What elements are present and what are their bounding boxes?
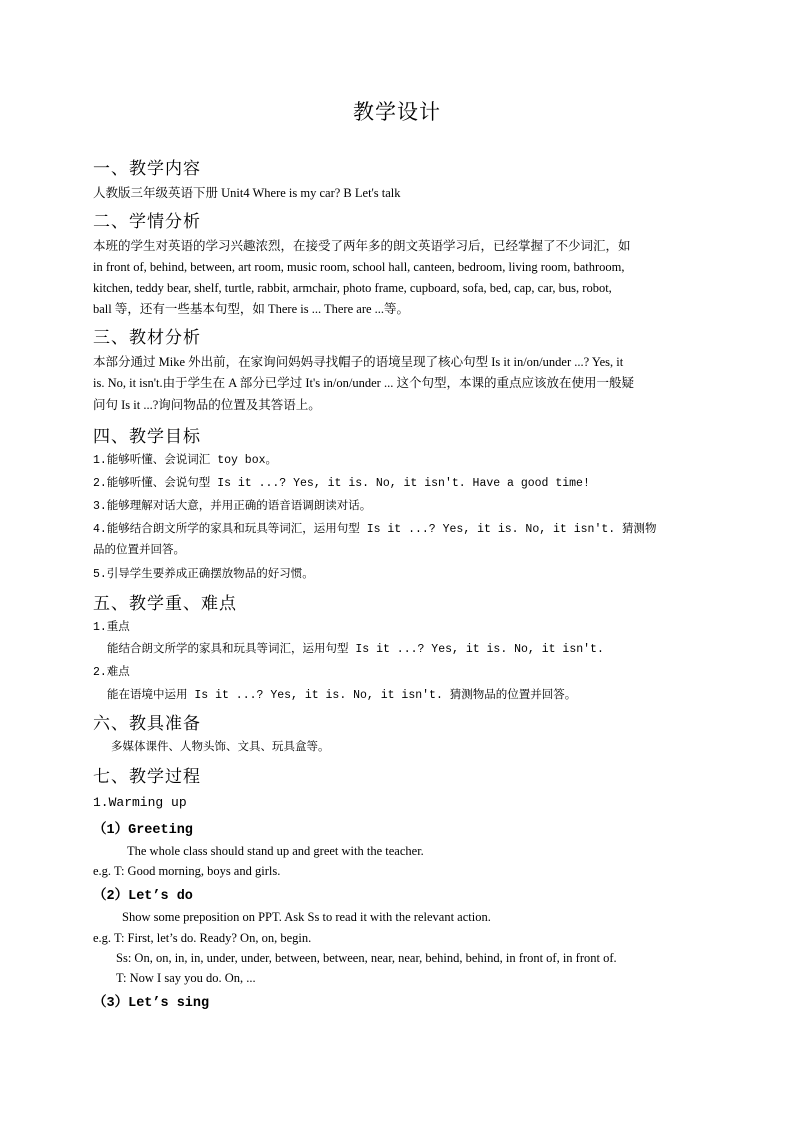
paragraph-line: 多媒体课件、人物头饰、文具、玩具盒等。 bbox=[111, 741, 330, 754]
page-title: 教学设计 bbox=[353, 100, 441, 124]
paragraph-line: e.g. T: Good morning, boys and girls. bbox=[93, 864, 281, 878]
objective-item: 5.引导学生要养成正确摆放物品的好习惯。 bbox=[93, 568, 314, 581]
objective-item: 品的位置并回答。 bbox=[93, 544, 185, 557]
paragraph-line: e.g. T: First, let’s do. Ready? On, on, begin. bbox=[93, 931, 312, 945]
section-heading-objectives: 四、教学目标 bbox=[93, 427, 201, 447]
paragraph-line: 问句 Is it ...?询问物品的位置及其答语上。 bbox=[93, 398, 321, 412]
paragraph-line: kitchen, teddy bear, shelf, turtle, rabbit, armchair, photo frame, cupboard, sofa, bed, cap, car, bus, robot, bbox=[93, 281, 612, 295]
section-heading-material-analysis: 三、教材分析 bbox=[93, 328, 201, 348]
section-heading-content: 一、教学内容 bbox=[93, 159, 201, 179]
difficulty-text: 能在语境中运用 Is it ...? Yes, it is. No, it isn't. 猜测物品的位置并回答。 bbox=[107, 689, 577, 702]
section-heading-teaching-aids: 六、教具准备 bbox=[93, 714, 201, 734]
paragraph-line: 本部分通过 Mike 外出前，在家询问妈妈寻找帽子的语境呈现了核心句型 Is it in/on/under ...? Yes, it bbox=[93, 355, 624, 369]
objective-item: 1.能够听懂、会说词汇 toy box。 bbox=[93, 454, 278, 467]
key-point-text: 能结合朗文所学的家具和玩具等词汇，运用句型 Is it ...? Yes, it is. No, it isn't. bbox=[107, 643, 604, 656]
objective-item: 4.能够结合朗文所学的家具和玩具等词汇，运用句型 Is it ...? Yes, it is. No, it isn't. 猜测物 bbox=[93, 523, 657, 536]
sub-heading: （3）Let’s sing bbox=[93, 996, 210, 1011]
paragraph-line: in front of, behind, between, art room, music room, school hall, canteen, bedroom, living room, bathroom, bbox=[93, 260, 625, 274]
section-heading-key-points: 五、教学重、难点 bbox=[93, 594, 237, 614]
paragraph-line: Ss: On, on, in, in, under, under, between, between, near, near, behind, behind, in front of, in front of. bbox=[116, 951, 617, 965]
sub-heading: （1）Greeting bbox=[93, 823, 193, 838]
paragraph-line: Show some preposition on PPT. Ask Ss to read it with the relevant action. bbox=[122, 910, 491, 924]
objective-item: 2.能够听懂、会说句型 Is it ...? Yes, it is. No, it isn't. Have a good time! bbox=[93, 477, 590, 490]
key-point-label: 1.重点 bbox=[93, 621, 130, 634]
difficulty-label: 2.难点 bbox=[93, 666, 130, 679]
objective-item: 3.能够理解对话大意，并用正确的语音语调朗读对话。 bbox=[93, 500, 372, 513]
sub-heading: （2）Let’s do bbox=[93, 889, 193, 904]
paragraph-line: 本班的学生对英语的学习兴趣浓烈，在接受了两年多的朗文英语学习后，已经掌握了不少词汇，如 bbox=[93, 239, 631, 253]
paragraph-line: ball 等，还有一些基本句型，如 There is ... There are ...等。 bbox=[93, 302, 410, 316]
section-heading-teaching-process: 七、教学过程 bbox=[93, 767, 201, 787]
paragraph-line: The whole class should stand up and greet with the teacher. bbox=[127, 844, 424, 858]
paragraph-line: T: Now I say you do. On, ... bbox=[116, 971, 256, 985]
paragraph-line: 人教版三年级英语下册 Unit4 Where is my car? B Let's talk bbox=[93, 186, 401, 200]
section-heading-student-analysis: 二、学情分析 bbox=[93, 212, 201, 232]
step-heading: 1.Warming up bbox=[93, 795, 187, 810]
paragraph-line: is. No, it isn't.由于学生在 A 部分已学过 It's in/on/under ... 这个句型，本课的重点应该放在使用一般疑 bbox=[93, 376, 634, 390]
